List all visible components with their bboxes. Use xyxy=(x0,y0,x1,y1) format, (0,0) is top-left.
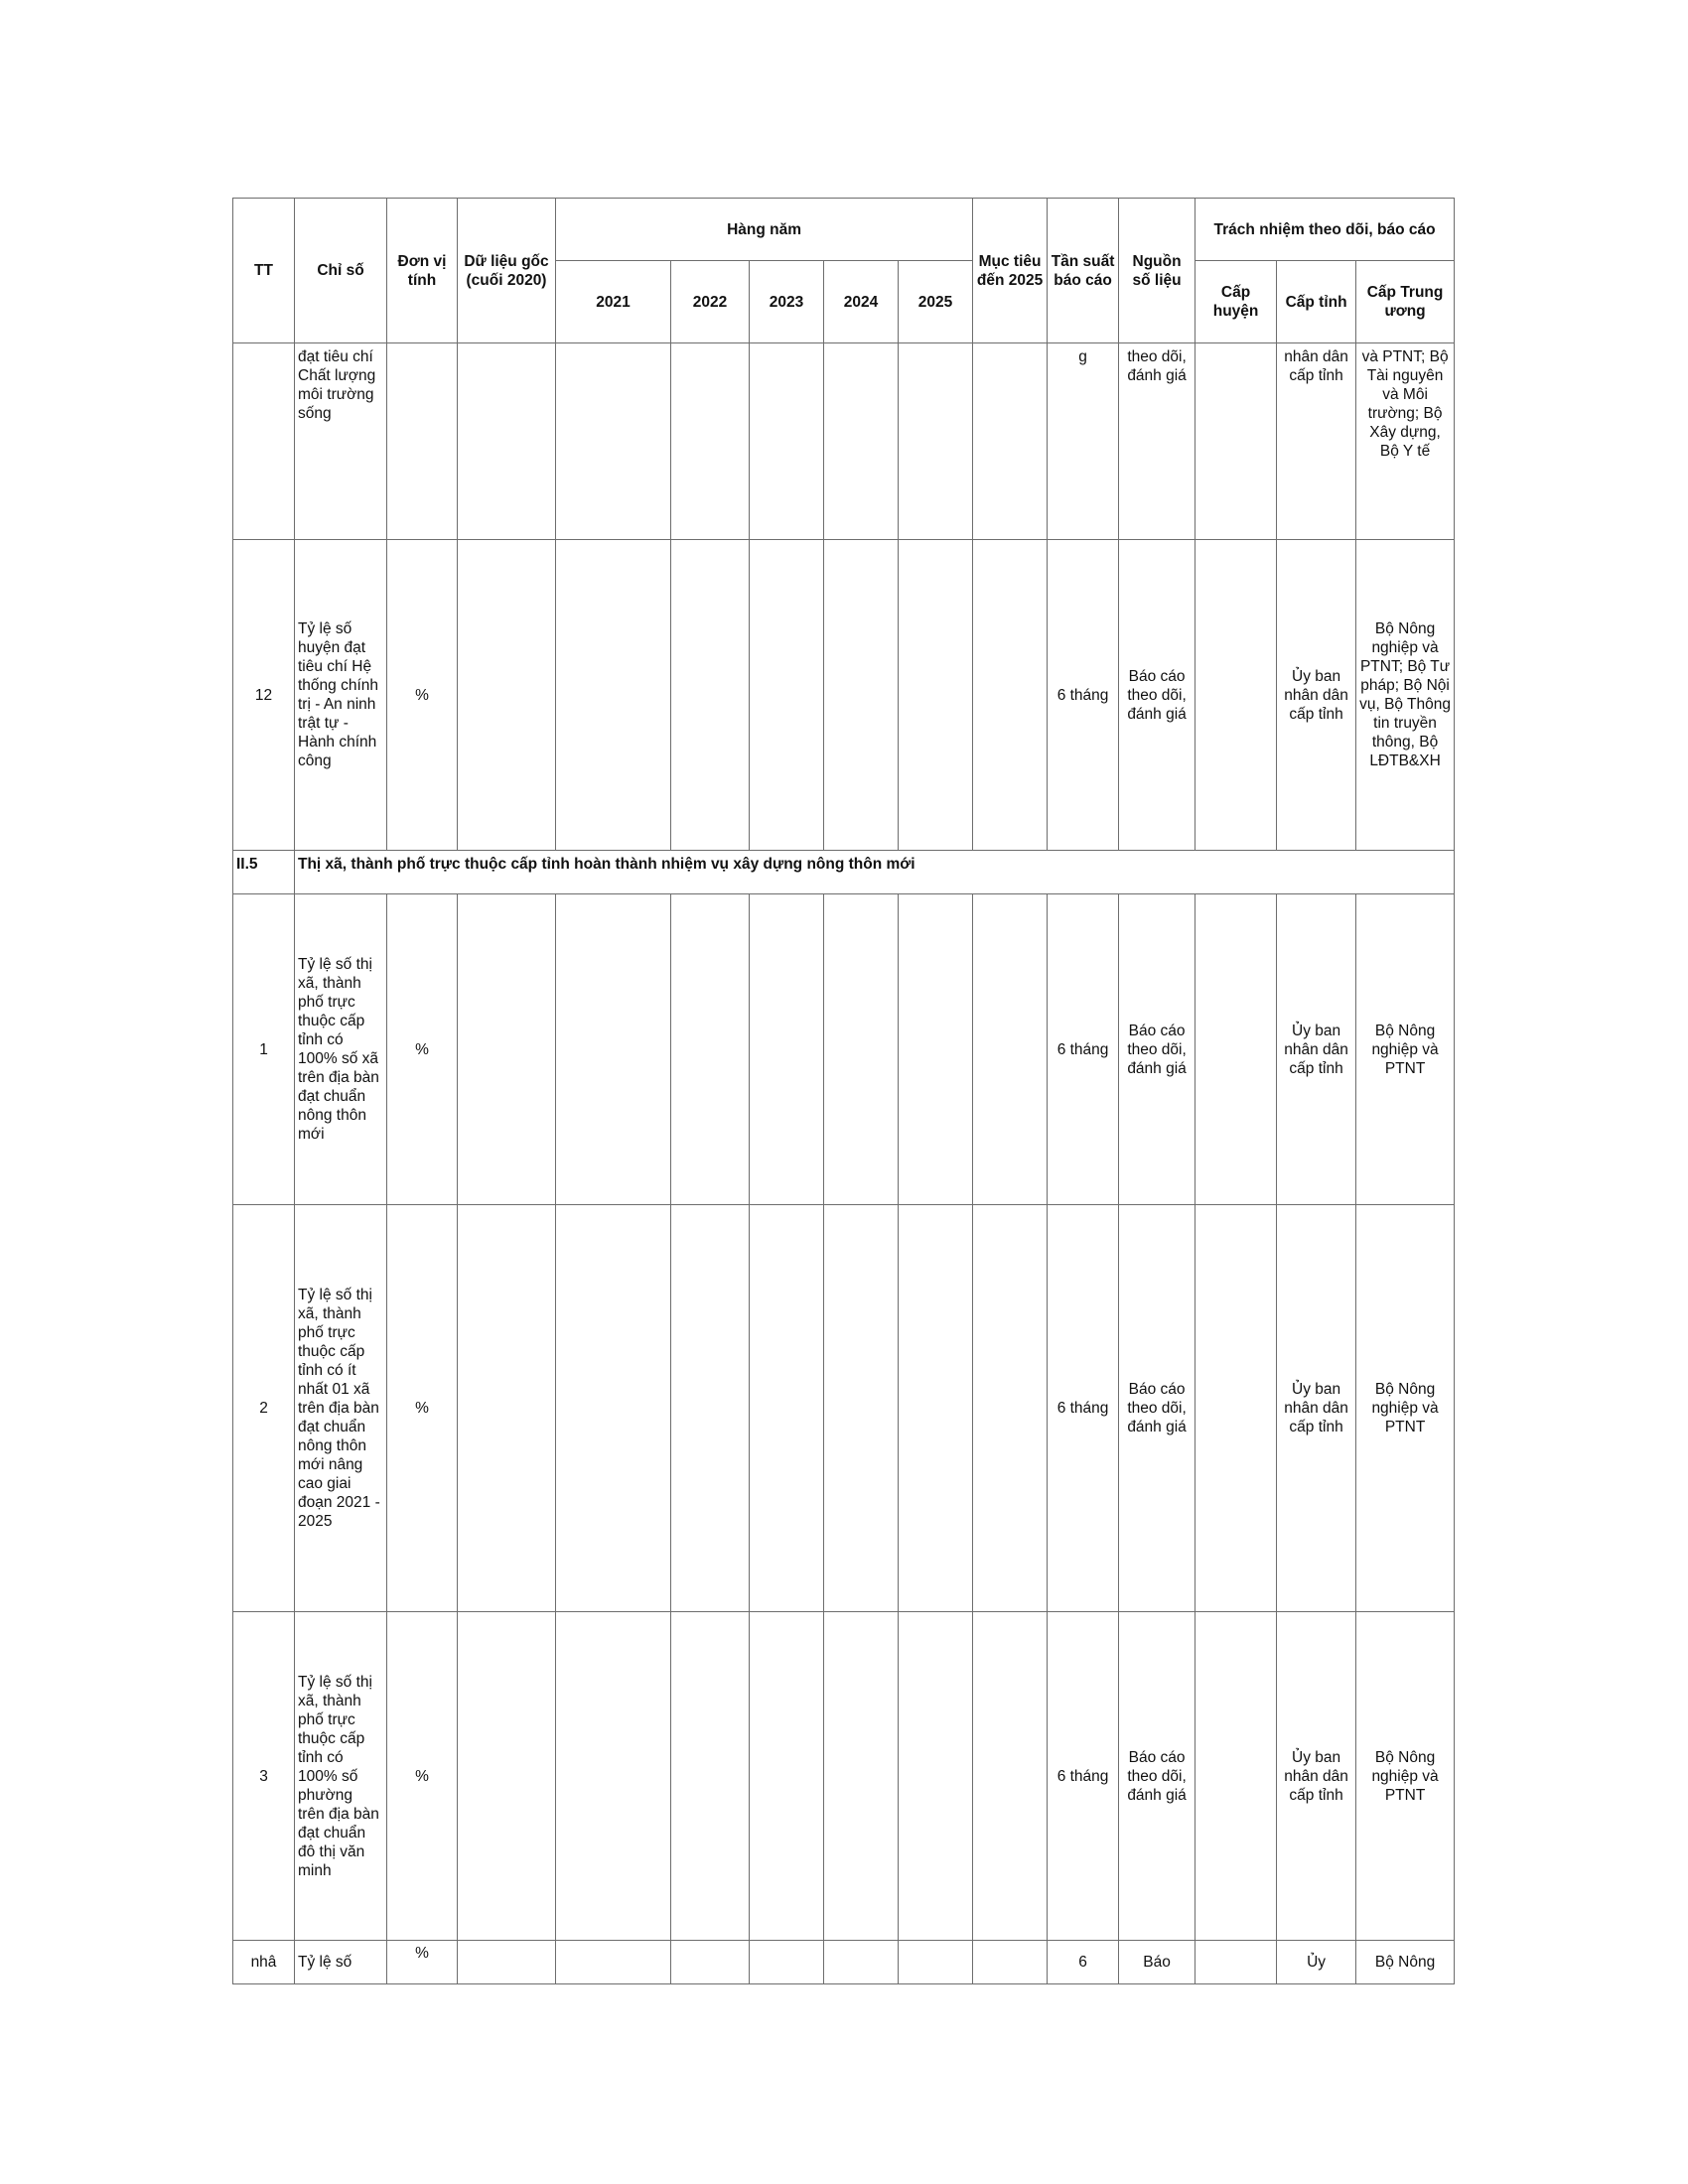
cell-chi-so: Tỷ lệ số thị xã, thành phố trực thuộc cấp tỉnh có ít nhất 01 xã trên địa bàn đạt chuẩn nông thôn mới nâng cao giai đoạn 2021 - 2025 xyxy=(295,1205,387,1612)
cell-empty xyxy=(899,1205,973,1612)
cell-empty xyxy=(671,343,750,540)
cell-empty xyxy=(973,894,1048,1205)
cell-empty xyxy=(458,1612,556,1941)
section-title: Thị xã, thành phố trực thuộc cấp tỉnh hoàn thành nhiệm vụ xây dựng nông thôn mới xyxy=(295,851,1455,894)
cell-empty xyxy=(824,540,899,851)
cell-cap-tw: Bộ Nông nghiệp và PTNT; Bộ Tư pháp; Bộ Nội vụ, Bộ Thông tin truyền thông, Bộ LĐTB&XH xyxy=(1356,540,1455,851)
cell-tt: nhâ xyxy=(233,1941,295,1984)
cell-cap-tw: Bộ Nông xyxy=(1356,1941,1455,1984)
cell-empty xyxy=(556,540,671,851)
cell-cap-tinh: Ủy ban nhân dân cấp tỉnh xyxy=(1277,894,1356,1205)
cell-empty xyxy=(671,1941,750,1984)
cell-cap-tw: Bộ Nông nghiệp và PTNT xyxy=(1356,1205,1455,1612)
cell-don-vi: % xyxy=(387,1612,458,1941)
cell-empty xyxy=(973,1612,1048,1941)
indicator-table xyxy=(232,198,1455,1984)
table-row xyxy=(233,540,1455,851)
cell-empty xyxy=(671,894,750,1205)
header-chi-so: Chỉ số xyxy=(295,199,387,343)
cell-tt: 2 xyxy=(233,1205,295,1612)
cell-empty xyxy=(824,1612,899,1941)
cell-empty xyxy=(750,343,824,540)
cell-nguon: theo dõi, đánh giá xyxy=(1119,343,1196,540)
cell-empty xyxy=(556,1205,671,1612)
cell-empty xyxy=(824,1941,899,1984)
cell-empty xyxy=(750,1612,824,1941)
cell-empty xyxy=(899,540,973,851)
table-row xyxy=(233,1612,1455,1941)
cell-cap-tinh: Ủy ban nhân dân cấp tỉnh xyxy=(1277,1612,1356,1941)
cell-tt: 3 xyxy=(233,1612,295,1941)
cell-empty xyxy=(899,1941,973,1984)
cell-nguon: Báo xyxy=(1119,1941,1196,1984)
cell-tt xyxy=(233,343,295,540)
cell-tt: 12 xyxy=(233,540,295,851)
cell-empty xyxy=(671,1612,750,1941)
table-row xyxy=(233,894,1455,1205)
header-tan-suat: Tần suất báo cáo xyxy=(1048,199,1119,343)
section-row xyxy=(233,851,1455,894)
cell-empty xyxy=(671,540,750,851)
cell-tt: 1 xyxy=(233,894,295,1205)
cell-cap-tinh: nhân dân cấp tỉnh xyxy=(1277,343,1356,540)
cell-empty xyxy=(973,540,1048,851)
header-trach-nhiem: Trách nhiệm theo dõi, báo cáo xyxy=(1196,199,1455,261)
cell-empty xyxy=(973,343,1048,540)
cell-nguon: Báo cáo theo dõi, đánh giá xyxy=(1119,894,1196,1205)
cell-cap-tw: và PTNT; Bộ Tài nguyên và Môi trường; Bộ Xây dựng, Bộ Y tế xyxy=(1356,343,1455,540)
cell-empty xyxy=(750,1941,824,1984)
cell-tan-suat: 6 xyxy=(1048,1941,1119,1984)
cell-nguon: Báo cáo theo dõi, đánh giá xyxy=(1119,1205,1196,1612)
cell-chi-so: Tỷ lệ số huyện đạt tiêu chí Hệ thống chính trị - An ninh trật tự - Hành chính công xyxy=(295,540,387,851)
header-nguon: Nguồn số liệu xyxy=(1119,199,1196,343)
cell-empty xyxy=(750,1205,824,1612)
header-cap-tw: Cấp Trung ương xyxy=(1356,261,1455,343)
cell-empty xyxy=(458,1205,556,1612)
header-cap-tinh: Cấp tỉnh xyxy=(1277,261,1356,343)
header-year: 2025 xyxy=(899,261,973,343)
header-don-vi: Đơn vị tính xyxy=(387,199,458,343)
cell-chi-so: Tỷ lệ số xyxy=(295,1941,387,1984)
header-tt: TT xyxy=(233,199,295,343)
cell-chi-so: Tỷ lệ số thị xã, thành phố trực thuộc cấp tỉnh có 100% số phường trên địa bàn đạt chuẩn đô thị văn minh xyxy=(295,1612,387,1941)
cell-empty xyxy=(973,1205,1048,1612)
cell-empty xyxy=(1196,540,1277,851)
cell-don-vi: % xyxy=(387,1941,458,1984)
header-year: 2023 xyxy=(750,261,824,343)
cell-empty xyxy=(1196,894,1277,1205)
header-du-lieu-goc: Dữ liệu gốc (cuối 2020) xyxy=(458,199,556,343)
cell-don-vi: % xyxy=(387,894,458,1205)
cell-empty xyxy=(973,1941,1048,1984)
cell-empty xyxy=(1196,343,1277,540)
cell-empty xyxy=(458,343,556,540)
cell-empty xyxy=(750,540,824,851)
cell-cap-tw: Bộ Nông nghiệp và PTNT xyxy=(1356,1612,1455,1941)
cell-empty xyxy=(556,1941,671,1984)
cell-cap-tinh: Ủy ban nhân dân cấp tỉnh xyxy=(1277,540,1356,851)
cell-nguon: Báo cáo theo dõi, đánh giá xyxy=(1119,540,1196,851)
cell-empty xyxy=(824,894,899,1205)
cell-empty xyxy=(1196,1205,1277,1612)
cell-empty xyxy=(556,1612,671,1941)
cell-tan-suat: 6 tháng xyxy=(1048,894,1119,1205)
header-year: 2021 xyxy=(556,261,671,343)
cell-cap-tinh: Ủy ban nhân dân cấp tỉnh xyxy=(1277,1205,1356,1612)
header-hang-nam: Hàng năm xyxy=(556,199,973,261)
header-year: 2022 xyxy=(671,261,750,343)
cell-don-vi: % xyxy=(387,540,458,851)
cell-empty xyxy=(750,894,824,1205)
cell-empty xyxy=(556,894,671,1205)
header-muc-tieu: Mục tiêu đến 2025 xyxy=(973,199,1048,343)
table-row xyxy=(233,1941,1455,1984)
cell-chi-so: Tỷ lệ số thị xã, thành phố trực thuộc cấp tỉnh có 100% số xã trên địa bàn đạt chuẩn nông thôn mới xyxy=(295,894,387,1205)
cell-empty xyxy=(899,343,973,540)
cell-empty xyxy=(458,1941,556,1984)
cell-empty xyxy=(899,1612,973,1941)
cell-empty xyxy=(1196,1941,1277,1984)
cell-cap-tinh: Ủy xyxy=(1277,1941,1356,1984)
cell-empty xyxy=(899,894,973,1205)
table-row xyxy=(233,1205,1455,1612)
table-row xyxy=(233,343,1455,540)
cell-don-vi xyxy=(387,343,458,540)
cell-empty xyxy=(458,894,556,1205)
cell-don-vi: % xyxy=(387,1205,458,1612)
cell-tan-suat: 6 tháng xyxy=(1048,540,1119,851)
cell-tan-suat: g xyxy=(1048,343,1119,540)
cell-empty xyxy=(458,540,556,851)
cell-empty xyxy=(824,1205,899,1612)
cell-nguon: Báo cáo theo dõi, đánh giá xyxy=(1119,1612,1196,1941)
cell-empty xyxy=(1196,1612,1277,1941)
header-year: 2024 xyxy=(824,261,899,343)
cell-chi-so: đạt tiêu chí Chất lượng môi trường sống xyxy=(295,343,387,540)
cell-empty xyxy=(824,343,899,540)
cell-tan-suat: 6 tháng xyxy=(1048,1205,1119,1612)
cell-empty xyxy=(556,343,671,540)
section-code: II.5 xyxy=(233,851,295,894)
cell-cap-tw: Bộ Nông nghiệp và PTNT xyxy=(1356,894,1455,1205)
cell-tan-suat: 6 tháng xyxy=(1048,1612,1119,1941)
cell-empty xyxy=(671,1205,750,1612)
header-cap-huyen: Cấp huyện xyxy=(1196,261,1277,343)
